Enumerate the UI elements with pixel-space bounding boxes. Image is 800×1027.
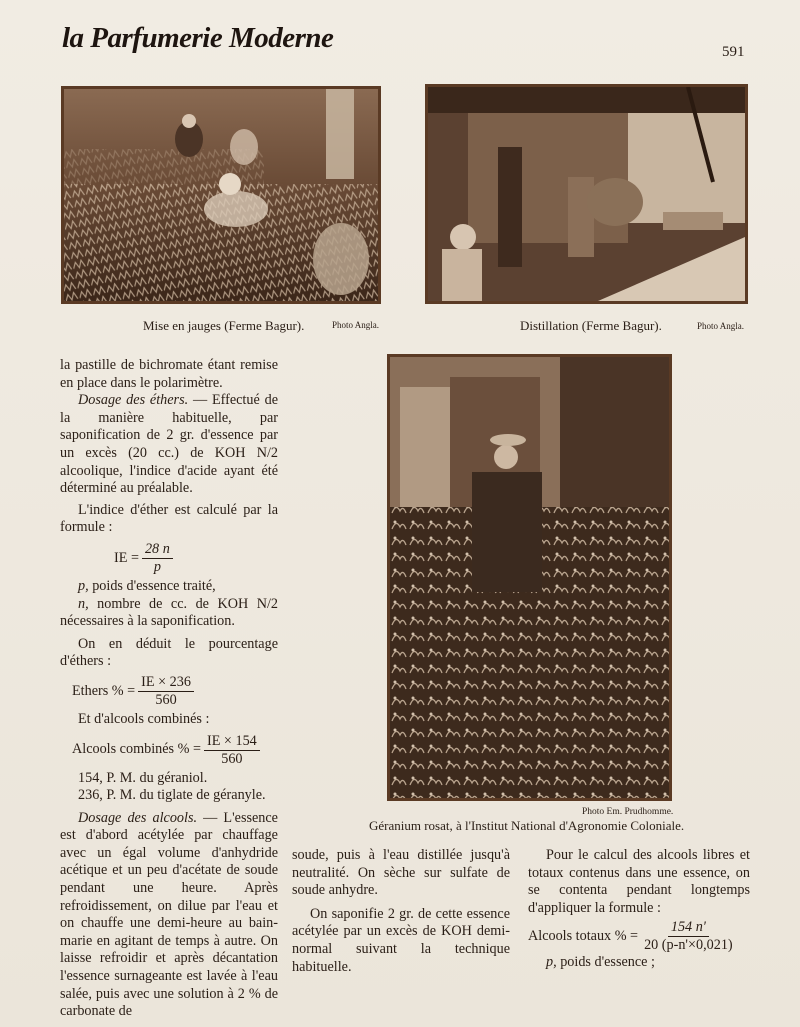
journal-title: la Parfumerie Moderne — [62, 22, 334, 54]
paragraph-pourcentage-ethers: On en déduit le pourcentage d'éthers : — [60, 635, 278, 670]
credit-mise-en-jauges: Photo Angla. — [332, 320, 380, 330]
definition-n: n, nombre de cc. de KOH N/2 nécessaires à la saponification. — [60, 595, 278, 630]
text-column-right — [528, 847, 750, 972]
definition-p-right: p, poids d'essence ; — [546, 954, 655, 971]
definition-p: p, poids d'essence traité, — [78, 577, 216, 594]
text-column-middle — [292, 847, 510, 976]
formula-ie: IE = $\frac{28 n}{p}$ — [114, 541, 278, 576]
photo-mise-en-jauges — [61, 86, 381, 304]
paragraph-alcools-combines: Et d'alcools combinés : — [78, 710, 210, 727]
paragraph-dosage-ethers: Dosage des éthers. — Effectué de la manière habituelle, par saponification de 2 gr. d'essence par un excès (20 cc.) de KOH N/2 alcoolique, l'indice d'acide ayant été déterminé au préalable. — [60, 392, 278, 497]
paragraph-saponification: On saponifie 2 gr. de cette essence acétylée par un excès de KOH demi-normal suivant la technique habituelle. — [292, 905, 510, 975]
heading-dosage-alcools: Dosage des alcools. — [78, 809, 198, 826]
formula-alcools-totaux: Alcools totaux % = $\frac{154 n'}{20 (p-n'\times 0,021)}$ — [528, 919, 750, 954]
photo-distillation — [425, 84, 748, 304]
formula-alcools-totaux-denominator: 20 (p-n'×0,021) — [644, 937, 733, 954]
note-tiglate: 236, P. M. du tiglate de géranyle. — [78, 787, 266, 804]
formula-ethers: Ethers % = $\frac{IE \times 236}{560}$ — [72, 674, 278, 709]
formula-ethers-numerator: IE × 236 — [138, 674, 194, 692]
heading-dosage-ethers: Dosage des éthers. — [78, 392, 189, 409]
geranium-field-image — [390, 357, 669, 798]
formula-ie-numerator: 28 n — [142, 541, 173, 559]
formula-alcools-combines: Alcools combinés % = $\frac{IE \times 154}{560}$ — [72, 733, 278, 768]
paragraph-neutralite: soude, puis à l'eau distillée jusqu'à neutralité. On sèche sur sulfate de soude anhydre. — [292, 847, 510, 899]
paragraph-polarimetre: la pastille de bichromate étant remise en place dans le polarimètre. — [60, 357, 278, 391]
formula-ethers-denominator: 560 — [155, 691, 177, 708]
paragraph-indice-ether: L'indice d'éther est calculé par la formule : — [60, 501, 278, 536]
paragraph-alcools-libres: Pour le calcul des alcools libres et totaux contenus dans une essence, on se contenta pendant longtemps d'appliquer la formule : — [528, 847, 750, 916]
photo-geranium — [387, 354, 672, 801]
credit-geranium: Photo Em. Prudhomme. — [582, 807, 674, 817]
page-number: 591 — [722, 44, 745, 60]
distillation-image — [428, 87, 745, 301]
note-geraniol: 154, P. M. du géraniol. — [78, 769, 208, 786]
credit-distillation: Photo Angla. — [697, 321, 745, 331]
formula-alcools-totaux-numerator: 154 n' — [668, 919, 709, 937]
paragraph-dosage-alcools: Dosage des alcools. — L'essence est d'abord acétylée par chauffage avec un égal volume d'anhydride acétique et un peu d'acétate de soude pendant une heure. Après refroidissement, on dilue par l'eau et on chauffe une demi-heure au bain-marie en agitant de temps à autre. On laisse refroidir et après décantation l'essence surnageante est lavée à l'eau salée, puis avec une solution à 2 % de carbonate de — [60, 809, 278, 1020]
formula-alcools-combines-numerator: IE × 154 — [204, 733, 260, 751]
text-column-left — [60, 357, 278, 1021]
caption-distillation: Distillation (Ferme Bagur). — [520, 318, 662, 333]
caption-mise-en-jauges: Mise en jauges (Ferme Bagur). — [143, 318, 305, 333]
formula-ie-denominator: p — [153, 558, 161, 575]
caption-geranium: Géranium rosat, à l'Institut National d'Agronomie Coloniale. — [369, 818, 685, 833]
field-planting-image — [64, 89, 378, 301]
formula-alcools-combines-denominator: 560 — [221, 750, 243, 767]
